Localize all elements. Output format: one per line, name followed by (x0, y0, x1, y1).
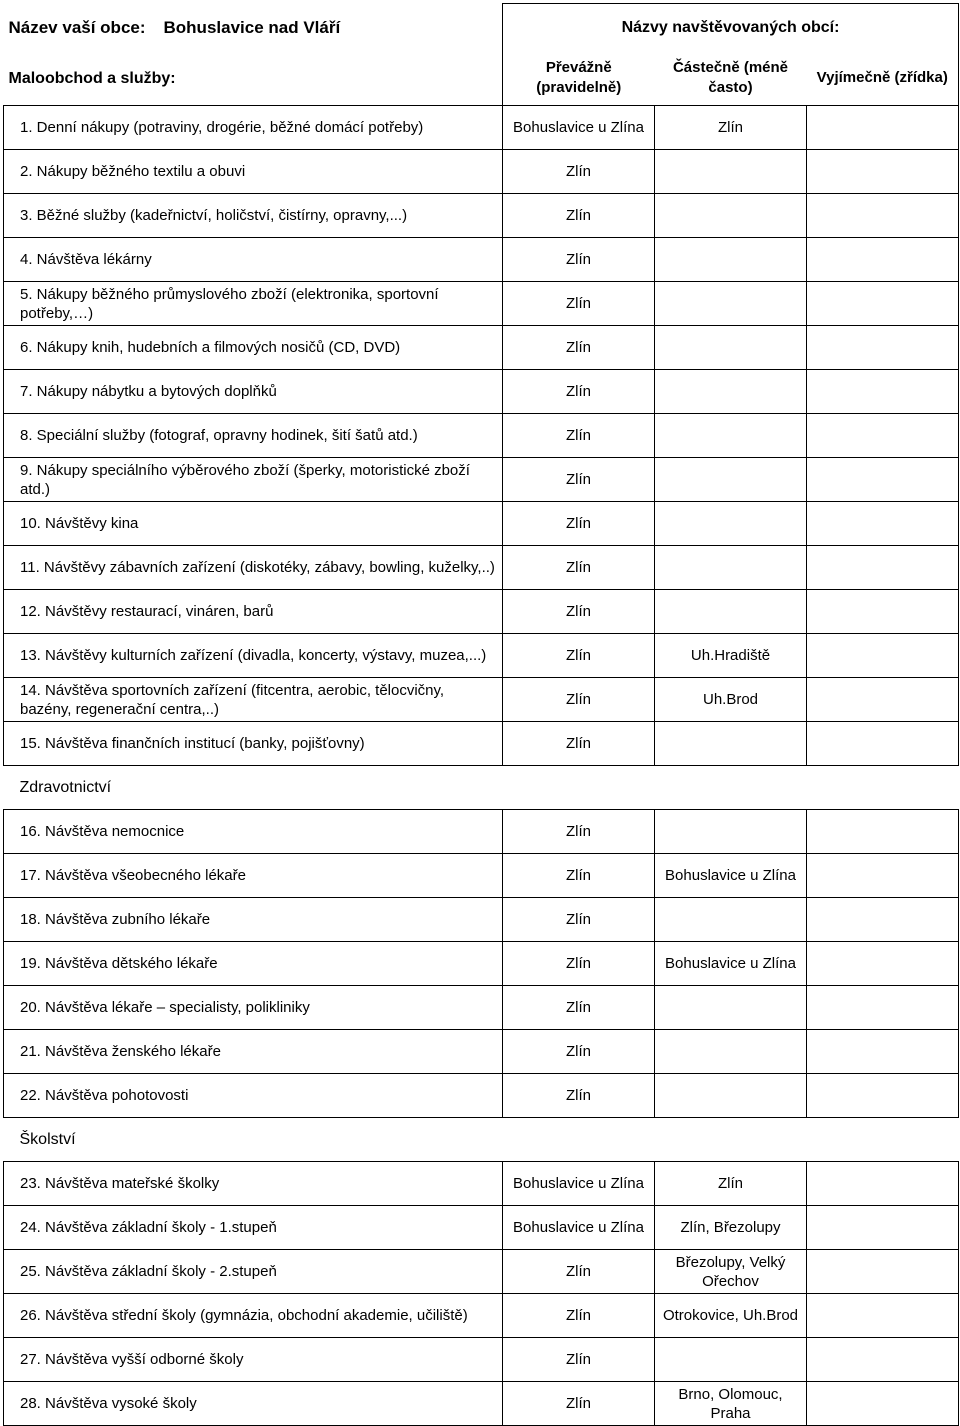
cell-partly (655, 282, 807, 326)
table-row (4, 854, 959, 898)
table-row (4, 1074, 959, 1118)
cell-rarely (807, 458, 959, 502)
cell-partly (655, 458, 807, 502)
activity-label: 6. Nákupy knih, hudebních a filmových nosičů (CD, DVD) (4, 326, 503, 370)
cell-rarely (807, 590, 959, 634)
section-title: Školství (4, 1118, 959, 1162)
cell-rarely (807, 370, 959, 414)
table-row (4, 1382, 959, 1426)
cell-rarely (807, 634, 959, 678)
column-header-partly: Částečně (méně často) (655, 52, 807, 106)
cell-rarely (807, 238, 959, 282)
activity-label: 12. Návštěvy restaurací, vináren, barů (4, 590, 503, 634)
activity-label: 24. Návštěva základní školy - 1.stupeň (4, 1206, 503, 1250)
header-row-columns (4, 52, 959, 106)
municipality-name-value: Bohuslavice nad Vláří (163, 18, 341, 37)
municipality-name-label: Název vaší obce: (8, 18, 146, 37)
activity-label: 20. Návštěva lékaře – specialisty, polikliniky (4, 986, 503, 1030)
cell-partly (655, 502, 807, 546)
table-row (4, 942, 959, 986)
cell-partly (655, 986, 807, 1030)
activity-label: 27. Návštěva vyšší odborné školy (4, 1338, 503, 1382)
cell-mostly: Zlín (503, 238, 655, 282)
table-row (4, 898, 959, 942)
cell-mostly: Bohuslavice u Zlína (503, 1206, 655, 1250)
cell-mostly: Zlín (503, 590, 655, 634)
cell-rarely (807, 194, 959, 238)
table-row (4, 1250, 959, 1294)
cell-rarely (807, 1382, 959, 1426)
cell-rarely (807, 282, 959, 326)
category-label: Maloobchod a služby: (4, 52, 503, 106)
table-row (4, 590, 959, 634)
section-title: Zdravotnictví (4, 766, 959, 810)
section-heading-row (4, 1118, 959, 1162)
cell-mostly: Bohuslavice u Zlína (503, 1162, 655, 1206)
cell-rarely (807, 326, 959, 370)
cell-partly: Zlín (655, 106, 807, 150)
table-row (4, 150, 959, 194)
cell-rarely (807, 1162, 959, 1206)
cell-mostly: Zlín (503, 282, 655, 326)
cell-mostly: Zlín (503, 502, 655, 546)
cell-mostly: Zlín (503, 942, 655, 986)
cell-mostly: Zlín (503, 458, 655, 502)
municipality-cell (4, 4, 503, 52)
cell-mostly: Zlín (503, 1338, 655, 1382)
cell-partly (655, 370, 807, 414)
cell-partly (655, 1030, 807, 1074)
section-heading-row (4, 766, 959, 810)
cell-rarely (807, 722, 959, 766)
activity-label: 28. Návštěva vysoké školy (4, 1382, 503, 1426)
table-row (4, 810, 959, 854)
activity-label: 17. Návštěva všeobecného lékaře (4, 854, 503, 898)
activity-label: 18. Návštěva zubního lékaře (4, 898, 503, 942)
table-row (4, 546, 959, 590)
cell-partly: Zlín, Březolupy (655, 1206, 807, 1250)
column-header-mostly: Převážně (pravidelně) (503, 52, 655, 106)
cell-rarely (807, 854, 959, 898)
column-header-rarely: Vyjímečně (zřídka) (807, 52, 959, 106)
cell-mostly: Zlín (503, 194, 655, 238)
cell-mostly: Zlín (503, 1382, 655, 1426)
table-row (4, 370, 959, 414)
cell-rarely (807, 414, 959, 458)
cell-mostly: Zlín (503, 722, 655, 766)
cell-partly: Brno, Olomouc, Praha (655, 1382, 807, 1426)
cell-rarely (807, 1074, 959, 1118)
activity-label: 25. Návštěva základní školy - 2.stupeň (4, 1250, 503, 1294)
cell-partly (655, 590, 807, 634)
cell-partly: Březolupy, Velký Ořechov (655, 1250, 807, 1294)
cell-partly: Bohuslavice u Zlína (655, 942, 807, 986)
cell-rarely (807, 502, 959, 546)
cell-partly (655, 150, 807, 194)
table-row (4, 1206, 959, 1250)
cell-mostly: Zlín (503, 370, 655, 414)
cell-partly (655, 810, 807, 854)
cell-rarely (807, 1338, 959, 1382)
cell-mostly: Zlín (503, 898, 655, 942)
cell-mostly: Zlín (503, 546, 655, 590)
cell-rarely (807, 678, 959, 722)
cell-mostly: Zlín (503, 810, 655, 854)
activity-label: 16. Návštěva nemocnice (4, 810, 503, 854)
table-row (4, 106, 959, 150)
activity-label: 21. Návštěva ženského lékaře (4, 1030, 503, 1074)
cell-mostly: Zlín (503, 1074, 655, 1118)
cell-partly (655, 546, 807, 590)
cell-mostly: Zlín (503, 678, 655, 722)
table-row (4, 1294, 959, 1338)
cell-partly (655, 326, 807, 370)
cell-partly (655, 414, 807, 458)
survey-table (3, 3, 959, 1426)
cell-partly: Otrokovice, Uh.Brod (655, 1294, 807, 1338)
cell-mostly: Bohuslavice u Zlína (503, 106, 655, 150)
table-row (4, 326, 959, 370)
cell-partly: Bohuslavice u Zlína (655, 854, 807, 898)
activity-label: 4. Návštěva lékárny (4, 238, 503, 282)
cell-mostly: Zlín (503, 854, 655, 898)
activity-label: 1. Denní nákupy (potraviny, drogérie, běžné domácí potřeby) (4, 106, 503, 150)
table-row (4, 1162, 959, 1206)
survey-table-body (4, 4, 959, 1426)
cell-partly: Zlín (655, 1162, 807, 1206)
header-row-name (4, 4, 959, 52)
table-row (4, 194, 959, 238)
activity-label: 9. Nákupy speciálního výběrového zboží (šperky, motoristické zboží atd.) (4, 458, 503, 502)
cell-mostly: Zlín (503, 1294, 655, 1338)
cell-rarely (807, 1206, 959, 1250)
table-row (4, 238, 959, 282)
cell-partly (655, 722, 807, 766)
cell-rarely (807, 898, 959, 942)
cell-rarely (807, 942, 959, 986)
activity-label: 5. Nákupy běžného průmyslového zboží (elektronika, sportovní potřeby,…) (4, 282, 503, 326)
cell-rarely (807, 986, 959, 1030)
table-row (4, 282, 959, 326)
activity-label: 14. Návštěva sportovních zařízení (fitcentra, aerobic, tělocvičny, bazény, regenerační centra,..) (4, 678, 503, 722)
table-row (4, 414, 959, 458)
cell-rarely (807, 1294, 959, 1338)
table-row (4, 458, 959, 502)
table-row (4, 1030, 959, 1074)
cell-partly: Uh.Brod (655, 678, 807, 722)
activity-label: 26. Návštěva střední školy (gymnázia, obchodní akademie, učiliště) (4, 1294, 503, 1338)
table-row (4, 678, 959, 722)
activity-label: 3. Běžné služby (kadeřnictví, holičství, čistírny, opravny,...) (4, 194, 503, 238)
cell-rarely (807, 1250, 959, 1294)
activity-label: 8. Speciální služby (fotograf, opravny hodinek, šití šatů atd.) (4, 414, 503, 458)
cell-rarely (807, 150, 959, 194)
cell-partly (655, 898, 807, 942)
cell-partly (655, 238, 807, 282)
cell-rarely (807, 810, 959, 854)
cell-mostly: Zlín (503, 634, 655, 678)
activity-label: 19. Návštěva dětského lékaře (4, 942, 503, 986)
activity-label: 23. Návštěva mateřské školky (4, 1162, 503, 1206)
table-row (4, 634, 959, 678)
activity-label: 7. Nákupy nábytku a bytových doplňků (4, 370, 503, 414)
cell-rarely (807, 546, 959, 590)
cell-partly (655, 1338, 807, 1382)
cell-rarely (807, 106, 959, 150)
cell-rarely (807, 1030, 959, 1074)
cell-partly (655, 1074, 807, 1118)
activity-label: 22. Návštěva pohotovosti (4, 1074, 503, 1118)
activity-label: 10. Návštěvy kina (4, 502, 503, 546)
activity-label: 13. Návštěvy kulturních zařízení (divadla, koncerty, výstavy, muzea,...) (4, 634, 503, 678)
table-row (4, 1338, 959, 1382)
table-row (4, 502, 959, 546)
activity-label: 11. Návštěvy zábavních zařízení (diskotéky, zábavy, bowling, kuželky,..) (4, 546, 503, 590)
cell-mostly: Zlín (503, 414, 655, 458)
visited-municipalities-header: Názvy navštěvovaných obcí: (503, 4, 959, 52)
activity-label: 15. Návštěva finančních institucí (banky, pojišťovny) (4, 722, 503, 766)
cell-mostly: Zlín (503, 1250, 655, 1294)
cell-mostly: Zlín (503, 150, 655, 194)
cell-partly: Uh.Hradiště (655, 634, 807, 678)
activity-label: 2. Nákupy běžného textilu a obuvi (4, 150, 503, 194)
cell-mostly: Zlín (503, 326, 655, 370)
cell-mostly: Zlín (503, 986, 655, 1030)
table-row (4, 722, 959, 766)
cell-partly (655, 194, 807, 238)
cell-mostly: Zlín (503, 1030, 655, 1074)
table-row (4, 986, 959, 1030)
